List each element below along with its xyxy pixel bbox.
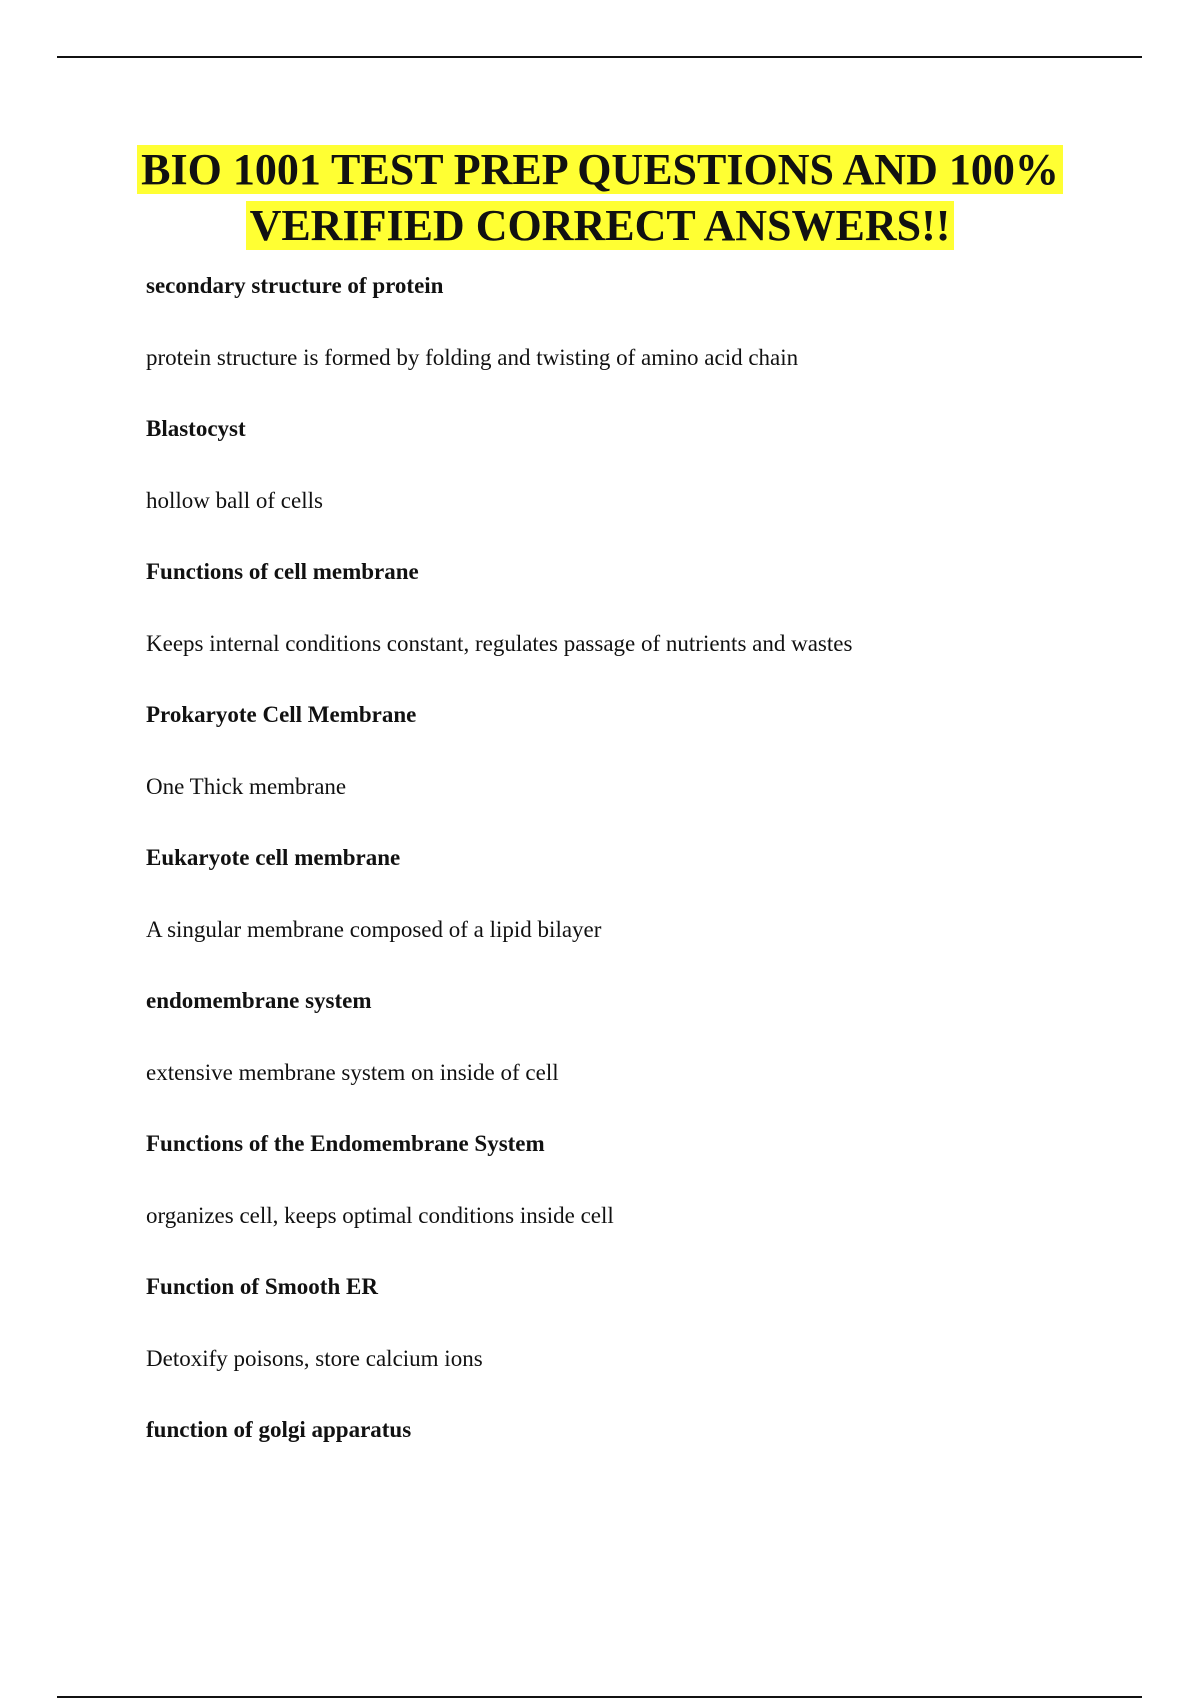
term-definition: hollow ball of cells <box>146 488 323 513</box>
header-rule <box>57 56 1142 58</box>
term-heading: Prokaryote Cell Membrane <box>146 702 417 727</box>
footer-rule <box>57 1696 1142 1698</box>
term-definition: One Thick membrane <box>146 774 347 799</box>
qa-item <box>146 1273 1106 1373</box>
term-heading: Eukaryote cell membrane <box>146 845 401 870</box>
qa-item <box>146 844 1106 944</box>
term-heading: Functions of the Endomembrane System <box>146 1131 545 1156</box>
title-line-2: VERIFIED CORRECT ANSWERS!! <box>246 201 955 250</box>
term-heading: Functions of cell membrane <box>146 559 419 584</box>
term-definition: A singular membrane composed of a lipid bilayer <box>146 917 602 942</box>
term-heading: Function of Smooth ER <box>146 1274 378 1299</box>
qa-item <box>146 415 1106 515</box>
qa-item <box>146 558 1106 658</box>
term-heading: Blastocyst <box>146 416 246 441</box>
term-definition: organizes cell, keeps optimal conditions inside cell <box>146 1203 614 1228</box>
title-line-1: BIO 1001 TEST PREP QUESTIONS AND 100% <box>137 145 1063 194</box>
term-heading: secondary structure of protein <box>146 273 444 298</box>
qa-item <box>146 987 1106 1087</box>
qa-item <box>146 701 1106 801</box>
term-heading: function of golgi apparatus <box>146 1417 412 1442</box>
qa-list <box>146 272 1106 1488</box>
term-definition: Keeps internal conditions constant, regulates passage of nutrients and wastes <box>146 631 853 656</box>
document-title <box>0 142 1200 254</box>
qa-item <box>146 1416 1106 1444</box>
term-definition: extensive membrane system on inside of cell <box>146 1060 559 1085</box>
term-definition: Detoxify poisons, store calcium ions <box>146 1346 483 1371</box>
term-definition: protein structure is formed by folding and twisting of amino acid chain <box>146 345 799 370</box>
term-heading: endomembrane system <box>146 988 372 1013</box>
qa-item <box>146 1130 1106 1230</box>
qa-item <box>146 272 1106 372</box>
